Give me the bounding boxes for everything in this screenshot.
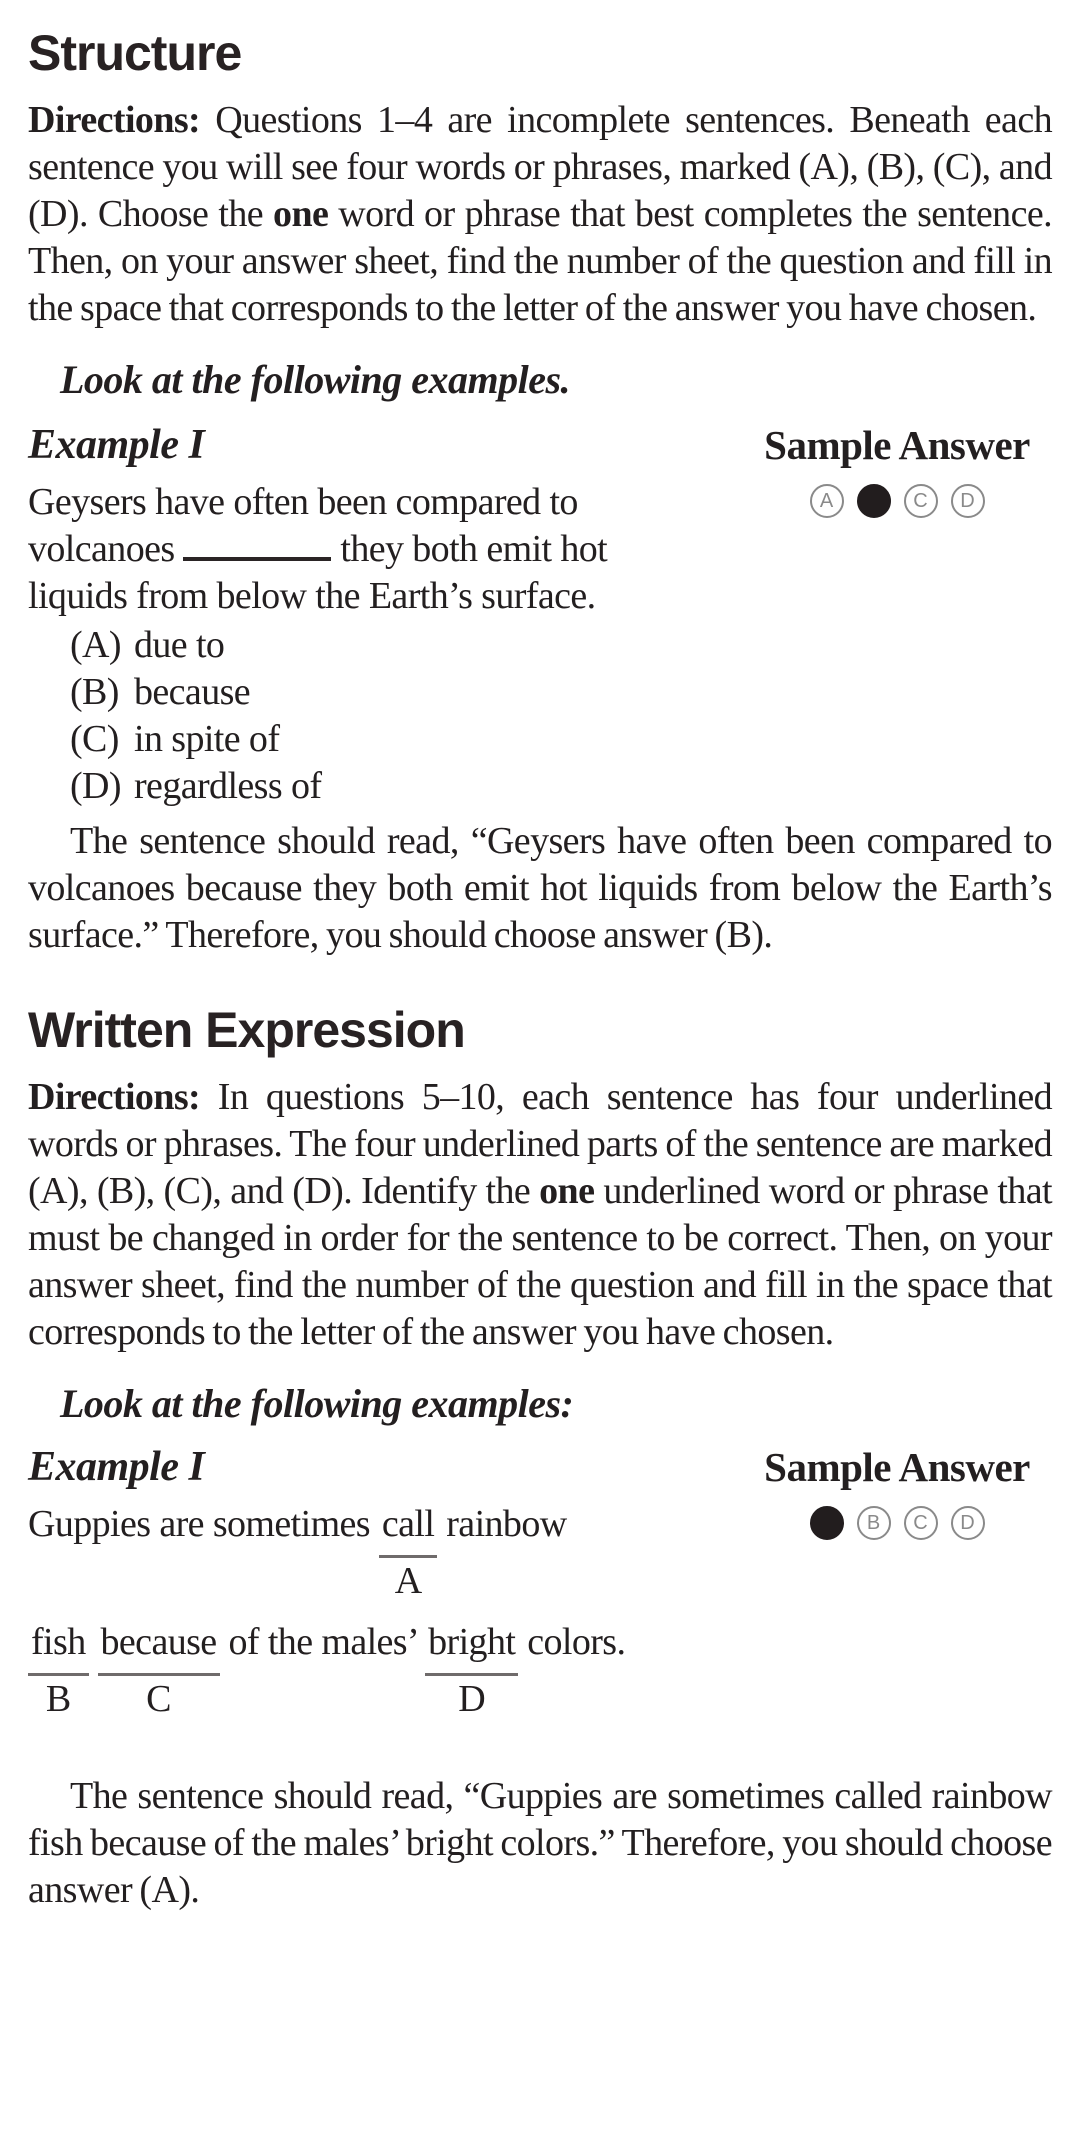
directions-label: Directions: <box>28 1076 201 1118</box>
answer-bubble-d: D <box>951 1506 985 1540</box>
underline-label: D <box>458 1678 486 1720</box>
sentence-line: liquids from below the Earth’s surface. <box>28 575 596 617</box>
sentence-text: rainbow <box>446 1503 567 1545</box>
option-d <box>70 763 742 810</box>
example-sentence <box>28 1501 742 1737</box>
sentence-line <box>28 1501 742 1603</box>
option-a <box>70 622 742 669</box>
underlined-word: call <box>379 1501 437 1558</box>
answer-bubble-c: C <box>904 484 938 518</box>
option-text: due to <box>134 624 225 666</box>
look-at-examples-line: Look at the following examples: <box>60 1381 574 1426</box>
answer-options <box>28 622 742 810</box>
sample-answer-bubbles <box>742 1501 1052 1540</box>
structure-example-explanation: The sentence should read, “Geysers have often been compared to volcanoes because they both emit hot liquids from below the Earth’s surface.” Therefore, you should choose answer (B). <box>28 820 1052 956</box>
answer-bubble-b <box>857 484 891 518</box>
written-expression-example-explanation: The sentence should read, “Guppies are sometimes called rainbow fish because of the males’ bright colors.” Therefore, you should choose answer (A). <box>28 1775 1052 1911</box>
sentence-line <box>28 526 742 573</box>
look-at-examples-line: Look at the following examples. <box>60 357 571 402</box>
sample-answer-label: Sample Answer <box>764 422 1030 468</box>
directions-text: In questions 5–10, each sentence has four underlined words or phrases. The four underlined parts of the sentence are marked (A), (B), (C), and (D). Identify the <box>28 1076 1052 1212</box>
example-title: Example I <box>28 1444 205 1490</box>
directions-label: Directions: <box>28 99 201 141</box>
blank-line <box>183 557 331 561</box>
directions-text: underlined word or phrase that must be changed in order for the sentence to be correct. Then, on your answer sheet, find the number of the question and fill in the space that corresponds to the letter of the answer you have chosen. <box>28 1170 1052 1353</box>
underline-label: B <box>45 1678 71 1720</box>
sentence-text: colors. <box>527 1621 626 1663</box>
underlined-word-d <box>425 1619 518 1721</box>
answer-bubble-b: B <box>857 1506 891 1540</box>
sentence-line <box>28 1619 742 1721</box>
underlined-word: fish <box>28 1619 89 1676</box>
sentence-line: Geysers have often been compared to <box>28 481 578 523</box>
underlined-word-a <box>379 1501 437 1603</box>
structure-directions <box>28 97 1052 332</box>
directions-text: word or phrase that best completes the sentence. Then, on your answer sheet, find the number of the question and fill in the space that corresponds to the letter of the answer you have chosen. <box>28 193 1053 329</box>
answer-bubble-a <box>810 1506 844 1540</box>
structure-heading: Structure <box>28 25 242 81</box>
option-text: in spite of <box>134 718 280 760</box>
sentence-text: Guppies are sometimes <box>28 1503 370 1545</box>
option-letter: (A) <box>70 624 121 666</box>
directions-bold-word: one <box>539 1170 595 1212</box>
answer-bubble-a: A <box>810 484 844 518</box>
underlined-word: bright <box>425 1619 518 1676</box>
option-letter: (B) <box>70 671 119 713</box>
underline-label: C <box>146 1678 171 1720</box>
option-text: because <box>134 671 251 713</box>
underlined-word-b <box>28 1619 89 1721</box>
structure-example <box>28 421 1052 810</box>
directions-text: Questions 1–4 are incomplete sentences. Beneath each sentence you will see four words or phrases, marked (A), (B), (C), and (D). Choose the <box>28 99 1052 235</box>
sentence-text: of the males’ <box>228 1621 417 1663</box>
option-c <box>70 716 742 763</box>
option-letter: (D) <box>70 765 121 807</box>
answer-bubble-d: D <box>951 484 985 518</box>
underline-label: A <box>394 1560 422 1602</box>
option-text: regardless of <box>134 765 322 807</box>
underlined-word-c <box>98 1619 220 1721</box>
underlined-word: because <box>98 1619 220 1676</box>
written-expression-directions <box>28 1074 1052 1356</box>
sentence-text: volcanoes <box>28 528 175 570</box>
sentence-text: they both emit hot <box>340 528 608 570</box>
sample-answer-label: Sample Answer <box>764 1444 1030 1490</box>
answer-bubble-c: C <box>904 1506 938 1540</box>
written-expression-example <box>28 1443 1052 1737</box>
sample-answer-bubbles <box>742 479 1052 518</box>
written-expression-section <box>28 1001 1052 1914</box>
example-title: Example I <box>28 422 205 468</box>
directions-bold-word: one <box>273 193 329 235</box>
option-letter: (C) <box>70 718 119 760</box>
option-b <box>70 669 742 716</box>
example-sentence <box>28 479 742 810</box>
written-expression-heading: Written Expression <box>28 1002 465 1058</box>
structure-section <box>28 24 1052 959</box>
